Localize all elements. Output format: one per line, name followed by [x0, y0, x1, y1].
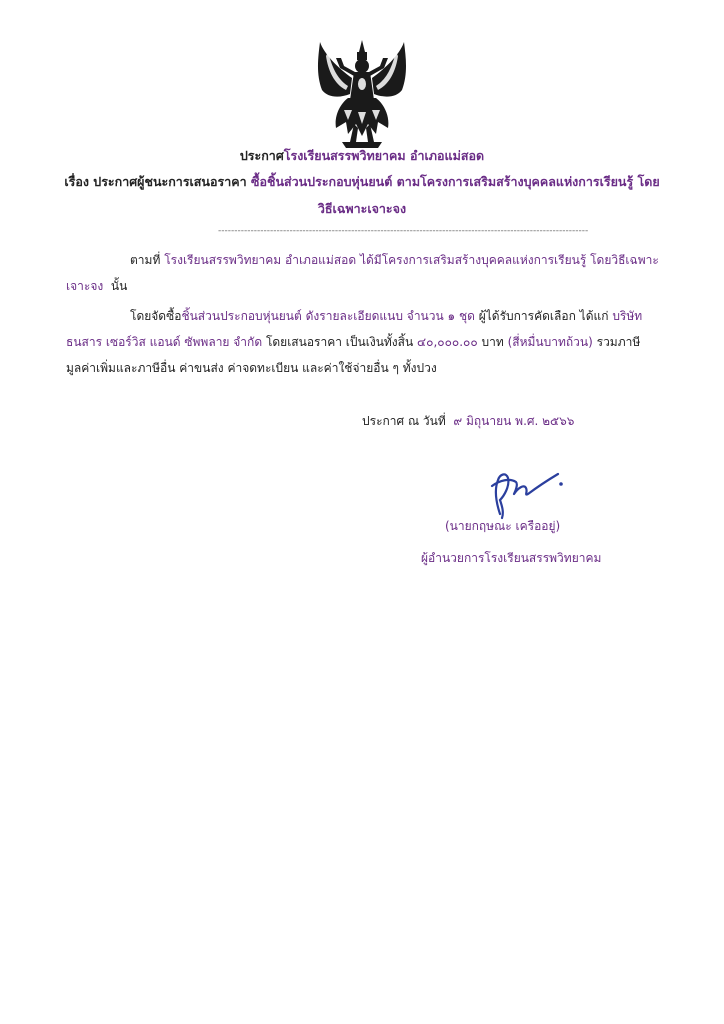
para2-line1 [130, 307, 642, 326]
para2-lead: โดยจัดซื้อ [130, 309, 182, 323]
subject-line-1 [0, 172, 724, 192]
announcement-title [0, 146, 724, 166]
para2-winner-label: ผู้ได้รับการคัดเลือก ได้แก่ [478, 309, 609, 323]
subject-label: เรื่อง ประกาศผู้ชนะการเสนอราคา [64, 174, 247, 189]
para2-item: ชิ้นส่วนประกอบหุ่นยนต์ ดังรายละเอียดแนบ จำนวน ๑ ชุด [181, 309, 475, 323]
announce-date-line [362, 412, 574, 431]
title-school: โรงเรียนสรรพวิทยาคม อำเภอแม่สอด [283, 148, 485, 163]
para1-line2 [66, 277, 127, 296]
para1-lead: ตามที่ [130, 253, 161, 267]
para2-price-label: โดยเสนอราคา เป็นเงินทั้งสิ้น [265, 335, 414, 349]
title-prefix: ประกาศ [239, 148, 284, 163]
para1-line1 [130, 251, 659, 270]
announce-label: ประกาศ ณ วันที่ [362, 414, 446, 428]
para2-amount-words: (สี่หมื่นบาทถ้วน) [507, 335, 593, 349]
para2-incl: รวมภาษี [596, 335, 641, 349]
para2-currency: บาท [481, 335, 504, 349]
subject-item-line2: วิธีเฉพาะเจาะจง [317, 201, 407, 216]
para2-winner-part1: บริษัท [612, 309, 643, 323]
para2-winner-part2: ธนสาร เซอร์วิส แอนด์ ซัพพลาย จำกัด [66, 335, 263, 349]
para2-line3: มูลค่าเพิ่มและภาษีอื่น ค่าขนส่ง ค่าจดทะเบียน และค่าใช้จ่ายอื่น ๆ ทั้งปวง [66, 361, 437, 375]
para1-tail: นั้น [110, 279, 128, 293]
signatory-position: ผู้อำนวยการโรงเรียนสรรพวิทยาคม [421, 551, 602, 565]
para1-body-line1: โรงเรียนสรรพวิทยาคม อำเภอแม่สอด ได้มีโครงการเสริมสร้างบุคคลแห่งการเรียนรู้ โดยวิธีเฉพาะ [164, 253, 659, 267]
para1-body-line2: เจาะจง [66, 279, 104, 293]
signatory-name: (นายกฤษณะ เครืออยู่) [445, 519, 561, 533]
subject-item-line1: ซื้อชิ้นส่วนประกอบหุ่นยนต์ ตามโครงการเสริมสร้างบุคคลแห่งการเรียนรู้ โดย [250, 174, 660, 189]
announce-date: ๙ มิถุนายน พ.ศ. ๒๕๖๖ [453, 414, 575, 428]
garuda-emblem-icon [314, 38, 410, 150]
signature-icon [478, 466, 568, 524]
para2-line2 [66, 333, 640, 352]
separator-line: ------------------------------------------------------------------------------------------------------------------ [218, 226, 589, 236]
para2-amount: ๔๐,๐๐๐.๐๐ [417, 335, 478, 349]
